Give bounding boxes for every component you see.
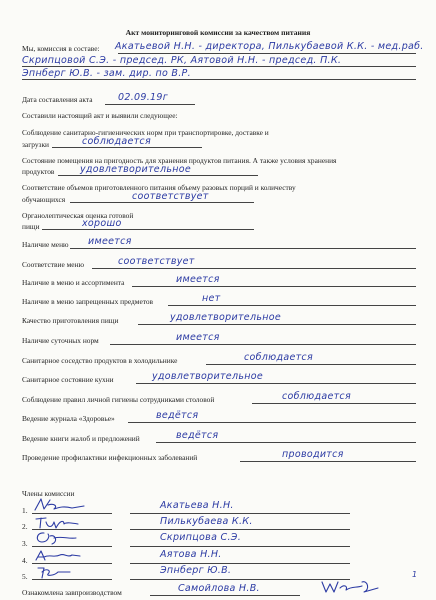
item-value: хорошо — [82, 218, 122, 229]
member-number: 1. — [22, 506, 28, 515]
item-value: соблюдается — [244, 352, 313, 363]
rule — [105, 104, 195, 105]
rule — [130, 546, 350, 547]
member-number: 3. — [22, 539, 28, 548]
rule — [130, 529, 350, 530]
member-signature — [34, 548, 94, 564]
item-label: Органолептическая оценка готовой — [22, 211, 134, 220]
rule — [130, 563, 350, 564]
item-value: нет — [202, 293, 221, 304]
member-name: Пилькубаева К.К. — [160, 516, 253, 527]
member-name: Эпнберг Ю.В. — [160, 565, 232, 576]
rule — [70, 248, 416, 249]
members-label: Члены комиссии — [22, 489, 75, 498]
commission-line-3: Эпнберг Ю.В. - зам. дир. по В.Р. — [22, 68, 191, 79]
established-label: Составили настоящий акт и выявили следующее: — [22, 111, 178, 120]
member-number: 2. — [22, 522, 28, 531]
rule — [240, 461, 416, 462]
rule — [32, 546, 112, 547]
rule — [132, 286, 416, 287]
date-label: Дата составления акта — [22, 95, 93, 104]
item-value: имеется — [176, 274, 220, 285]
rule — [206, 364, 416, 365]
date-value: 02.09.19г — [118, 92, 168, 103]
item-label: Соблюдение санитарно-гигиенических норм при транспортировке, доставке и — [22, 128, 269, 137]
rule — [42, 229, 254, 230]
item-value: удовлетворительное — [152, 371, 263, 382]
rule — [22, 66, 416, 67]
rule — [58, 175, 258, 176]
item-label: Наличие суточных норм — [22, 336, 99, 345]
item-label: Проведение профилактики инфекционных заболеваний — [22, 453, 198, 462]
item-value: соблюдается — [282, 391, 351, 402]
item-label: Ведение журнала «Здоровье» — [22, 414, 115, 423]
item-label: Наличие меню — [22, 240, 69, 249]
member-signature — [32, 497, 92, 513]
document-title: Акт мониторинговой комиссии за качеством питания — [125, 28, 311, 37]
item-label-cont: пищи — [22, 222, 40, 231]
member-signature — [34, 564, 94, 580]
item-label: Санитарное состояние кухни — [22, 375, 114, 384]
item-label-cont: загрузки — [22, 140, 49, 149]
rule — [168, 305, 416, 306]
item-label: Наличие в меню запрещенных предметов — [22, 297, 154, 306]
member-name: Аятова Н.Н. — [160, 549, 222, 560]
member-number: 4. — [22, 556, 28, 565]
member-signature — [32, 530, 92, 546]
item-label-cont: продуктов — [22, 167, 55, 176]
item-label: Состояние помещения на пригодность для хранения продуктов питания. А также условия хранения — [22, 156, 337, 165]
item-value: проводится — [282, 449, 344, 460]
acquainted-name: Самойлова Н.В. — [178, 583, 260, 594]
item-value: удовлетворительное — [80, 164, 191, 175]
item-label: Санитарное соседство продуктов в холодильнике — [22, 356, 178, 365]
member-signature — [34, 514, 94, 530]
rule — [22, 79, 416, 80]
item-value: ведётся — [176, 430, 219, 441]
rule — [92, 268, 416, 269]
rule — [138, 324, 416, 325]
rule — [130, 579, 350, 580]
page-mark: 1 — [412, 570, 418, 579]
item-value: имеется — [88, 236, 132, 247]
item-value: удовлетворительное — [170, 312, 281, 323]
rule — [52, 147, 202, 148]
commission-line-1: Акатьевой Н.Н. - директора, Пилькубаевой К.К. - мед.раб. — [115, 41, 424, 52]
item-value: соответствует — [118, 256, 195, 267]
item-label-cont: обучающихся — [22, 195, 66, 204]
rule — [252, 403, 416, 404]
item-value: имеется — [176, 332, 220, 343]
rule — [32, 579, 112, 580]
member-name: Акатьева Н.Н. — [160, 500, 234, 511]
item-label: Соответствие меню — [22, 260, 85, 269]
item-label: Соответствие объемов приготовленного питания объему разовых порций и количеству — [22, 183, 296, 192]
rule — [110, 344, 416, 345]
rule — [118, 53, 416, 54]
member-number: 5. — [22, 572, 28, 581]
acquainted-label: Ознакомлена завпроизводством — [22, 588, 122, 597]
item-label: Соблюдение правил личной гигиены сотрудниками столовой — [22, 395, 215, 404]
rule — [136, 383, 416, 384]
rule — [128, 422, 416, 423]
rule — [150, 595, 300, 596]
commission-label: Мы, комиссия в составе: — [22, 44, 100, 53]
acquainted-signature — [318, 578, 388, 596]
item-value: ведётся — [156, 410, 199, 421]
item-label: Наличие в меню и ассортимента — [22, 278, 125, 287]
item-label: Ведение книги жалоб и предложений — [22, 434, 140, 443]
rule — [70, 202, 254, 203]
rule — [156, 442, 416, 443]
item-label: Качество приготовления пищи — [22, 316, 119, 325]
item-value: соответствует — [132, 191, 209, 202]
member-name: Скрипцова С.Э. — [160, 532, 242, 543]
rule — [130, 513, 350, 514]
commission-line-2: Скрипцовой С.Э. - председ. РК, Аятовой Н.Н. - председ. П.К. — [22, 55, 342, 66]
item-value: соблюдается — [82, 136, 151, 147]
